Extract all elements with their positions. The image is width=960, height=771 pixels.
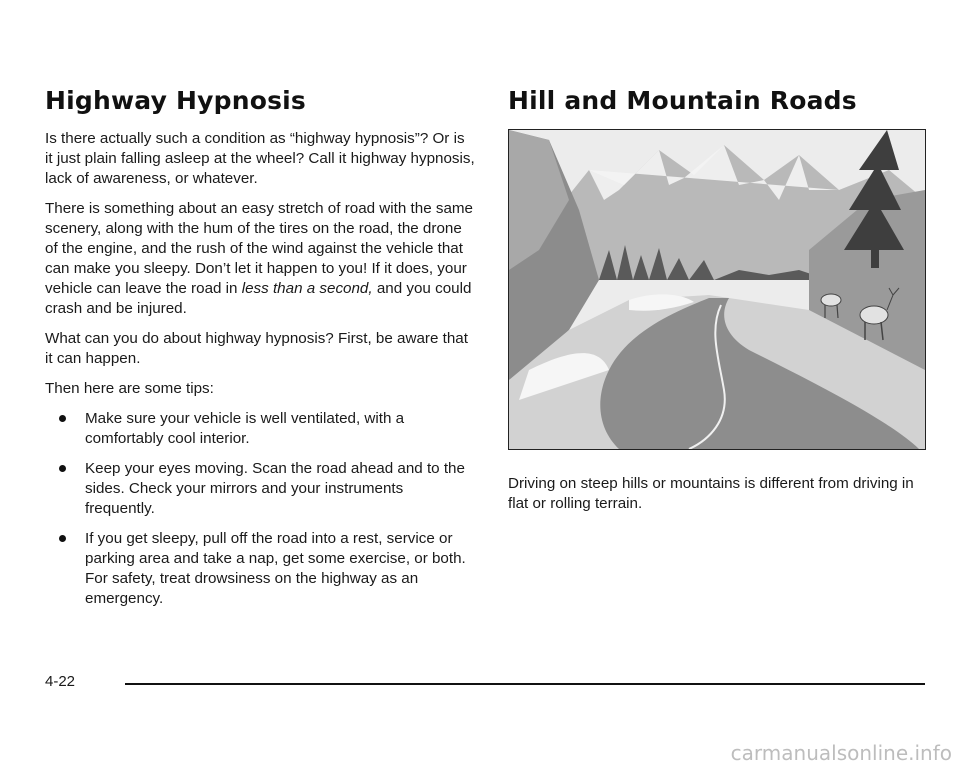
- paragraph-sleepy-text: There is something about an easy stretch of road with the same scenery, along with the hum of the tires on the road, the drone of the engine, and the rush of the wind against the vehicle that can make you sleepy. Don’t let it happen to you! If it does, your vehicle can leave the road in: [45, 200, 474, 297]
- tip-text: Make sure your vehicle is well ventilated, with a comfortably cool interior.: [85, 410, 405, 447]
- tip-text: Keep your eyes moving. Scan the road ahead and to the sides. Check your mirrors and your instruments frequently.: [85, 460, 465, 517]
- watermark: carmanualsonline.info: [730, 741, 952, 765]
- emphasis-less-than-a-second: less than a second,: [241, 280, 373, 297]
- mountain-road-illustration: [508, 129, 926, 450]
- paragraph-what-to-do: What can you do about highway hypnosis? First, be aware that it can happen.: [45, 330, 468, 367]
- list-item: [45, 409, 475, 449]
- bullet-icon: [59, 415, 66, 422]
- tip-text: If you get sleepy, pull off the road into a rest, service or parking area and take a nap, get some exercise, or both. For safety, treat drowsiness on the highway as an emergency.: [85, 530, 466, 607]
- bullet-icon: [59, 535, 66, 542]
- list-item: [45, 459, 475, 519]
- paragraph-intro: Is there actually such a condition as “highway hypnosis”? Or is it just plain falling asleep at the wheel? Call it highway hypnosis, lack of awareness, or whatever.: [45, 130, 475, 187]
- paragraph-sleepy-tail: and you could crash and be injured.: [45, 280, 472, 317]
- mountain-road-drawing: [509, 130, 925, 449]
- illustration-caption: Driving on steep hills or mountains is different from driving in flat or rolling terrain.: [508, 475, 914, 512]
- bullet-icon: [59, 465, 66, 472]
- right-column: [508, 86, 928, 524]
- tips-list: [45, 409, 475, 609]
- list-item: [45, 529, 475, 609]
- section-title-highway-hypnosis: Highway Hypnosis: [45, 86, 307, 115]
- page-footer: [45, 670, 925, 694]
- paragraph-tips-intro: Then here are some tips:: [45, 380, 214, 397]
- page-number: 4-22: [45, 673, 76, 690]
- paragraph-sleepy: [45, 199, 475, 319]
- left-column: [45, 86, 475, 619]
- section-title-hill-mountain-roads: Hill and Mountain Roads: [508, 86, 857, 115]
- footer-rule: [125, 683, 925, 685]
